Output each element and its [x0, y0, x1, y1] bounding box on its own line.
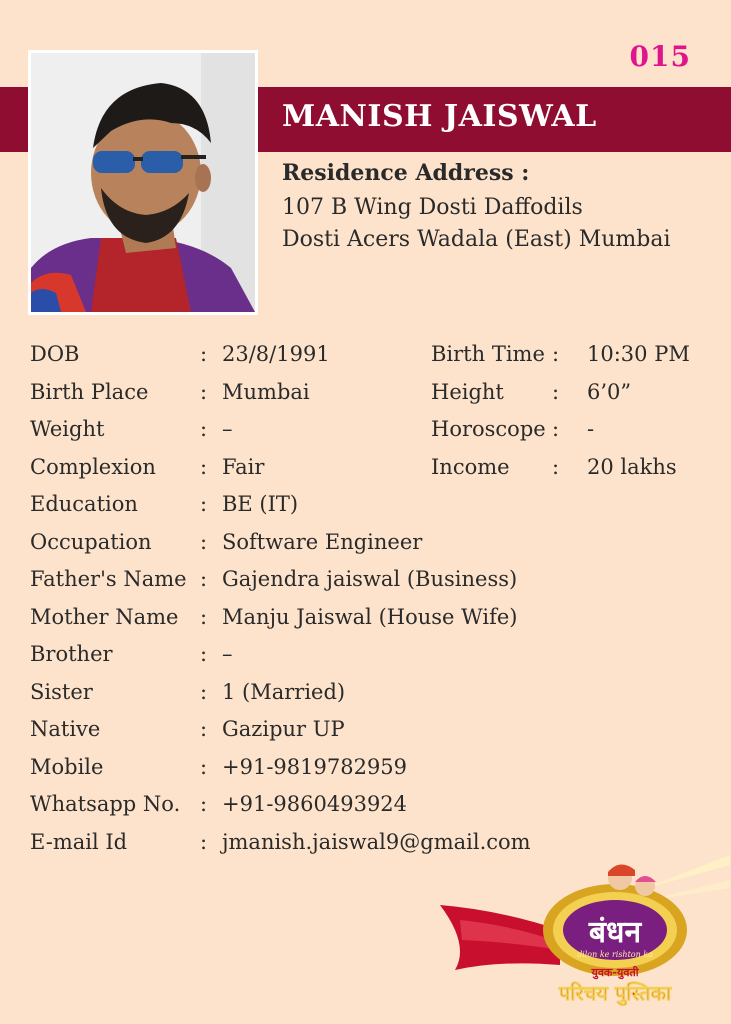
- candidate-name: MANISH JAISWAL: [282, 99, 597, 134]
- value-occupation: Software Engineer: [222, 530, 423, 554]
- colon: :: [200, 342, 208, 366]
- colon: :: [200, 417, 208, 441]
- colon: :: [200, 642, 208, 666]
- label-dob: DOB: [30, 342, 80, 366]
- logo-sub-text: युवक-युवती: [591, 966, 639, 979]
- label-email: E-mail Id: [30, 830, 128, 854]
- value-whatsapp: +91-9860493924: [222, 792, 408, 816]
- value-horoscope: -: [587, 417, 595, 441]
- colon: :: [200, 680, 208, 704]
- profile-photo-frame: [28, 50, 258, 315]
- value-native: Gazipur UP: [222, 717, 345, 741]
- logo-tagline: dilon ke rishton ka: [577, 950, 653, 959]
- colon: :: [200, 830, 208, 854]
- value-complexion: Fair: [222, 455, 265, 479]
- logo-brand-text: बंधन: [588, 915, 642, 950]
- address-line-2: Dosti Acers Wadala (East) Mumbai: [282, 227, 671, 252]
- label-weight: Weight: [30, 417, 105, 441]
- value-income: 20 lakhs: [587, 455, 677, 479]
- value-brother: –: [222, 642, 233, 666]
- value-mobile: +91-9819782959: [222, 755, 408, 779]
- colon: :: [200, 755, 208, 779]
- label-income: Income: [431, 455, 510, 479]
- profile-photo: [31, 53, 255, 312]
- colon: :: [200, 567, 208, 591]
- address-line-1: 107 B Wing Dosti Daffodils: [282, 195, 583, 220]
- colon: :: [200, 717, 208, 741]
- colon: :: [552, 455, 560, 479]
- colon: :: [552, 417, 560, 441]
- bandhan-logo: [440, 850, 730, 1020]
- colon: :: [200, 792, 208, 816]
- colon: :: [552, 380, 560, 404]
- colon: :: [200, 455, 208, 479]
- colon: :: [200, 492, 208, 516]
- label-mother-name: Mother Name: [30, 605, 179, 629]
- profile-number: 015: [629, 40, 691, 73]
- value-weight: –: [222, 417, 233, 441]
- colon: :: [552, 342, 560, 366]
- label-horoscope: Horoscope: [431, 417, 546, 441]
- label-fathers-name: Father's Name: [30, 567, 187, 591]
- value-mother-name: Manju Jaiswal (House Wife): [222, 605, 518, 629]
- label-height: Height: [431, 380, 504, 404]
- person-portrait-image: [31, 53, 255, 312]
- label-complexion: Complexion: [30, 455, 156, 479]
- colon: :: [200, 530, 208, 554]
- label-mobile: Mobile: [30, 755, 104, 779]
- label-native: Native: [30, 717, 101, 741]
- residence-address-label: Residence Address :: [282, 160, 530, 186]
- bandhan-logo-image: [440, 850, 730, 1020]
- value-birth-place: Mumbai: [222, 380, 310, 404]
- colon: :: [200, 605, 208, 629]
- label-sister: Sister: [30, 680, 93, 704]
- logo-bottom-text: परिचय पुस्तिका: [558, 981, 672, 1005]
- value-height: 6’0”: [587, 380, 632, 404]
- value-education: BE (IT): [222, 492, 299, 516]
- label-education: Education: [30, 492, 138, 516]
- value-dob: 23/8/1991: [222, 342, 330, 366]
- value-email: jmanish.jaiswal9@gmail.com: [222, 830, 531, 854]
- label-whatsapp: Whatsapp No.: [30, 792, 181, 816]
- value-birth-time: 10:30 PM: [587, 342, 690, 366]
- label-occupation: Occupation: [30, 530, 152, 554]
- label-birth-time: Birth Time: [431, 342, 545, 366]
- label-birth-place: Birth Place: [30, 380, 149, 404]
- value-fathers-name: Gajendra jaiswal (Business): [222, 567, 518, 591]
- colon: :: [200, 380, 208, 404]
- label-brother: Brother: [30, 642, 113, 666]
- value-sister: 1 (Married): [222, 680, 346, 704]
